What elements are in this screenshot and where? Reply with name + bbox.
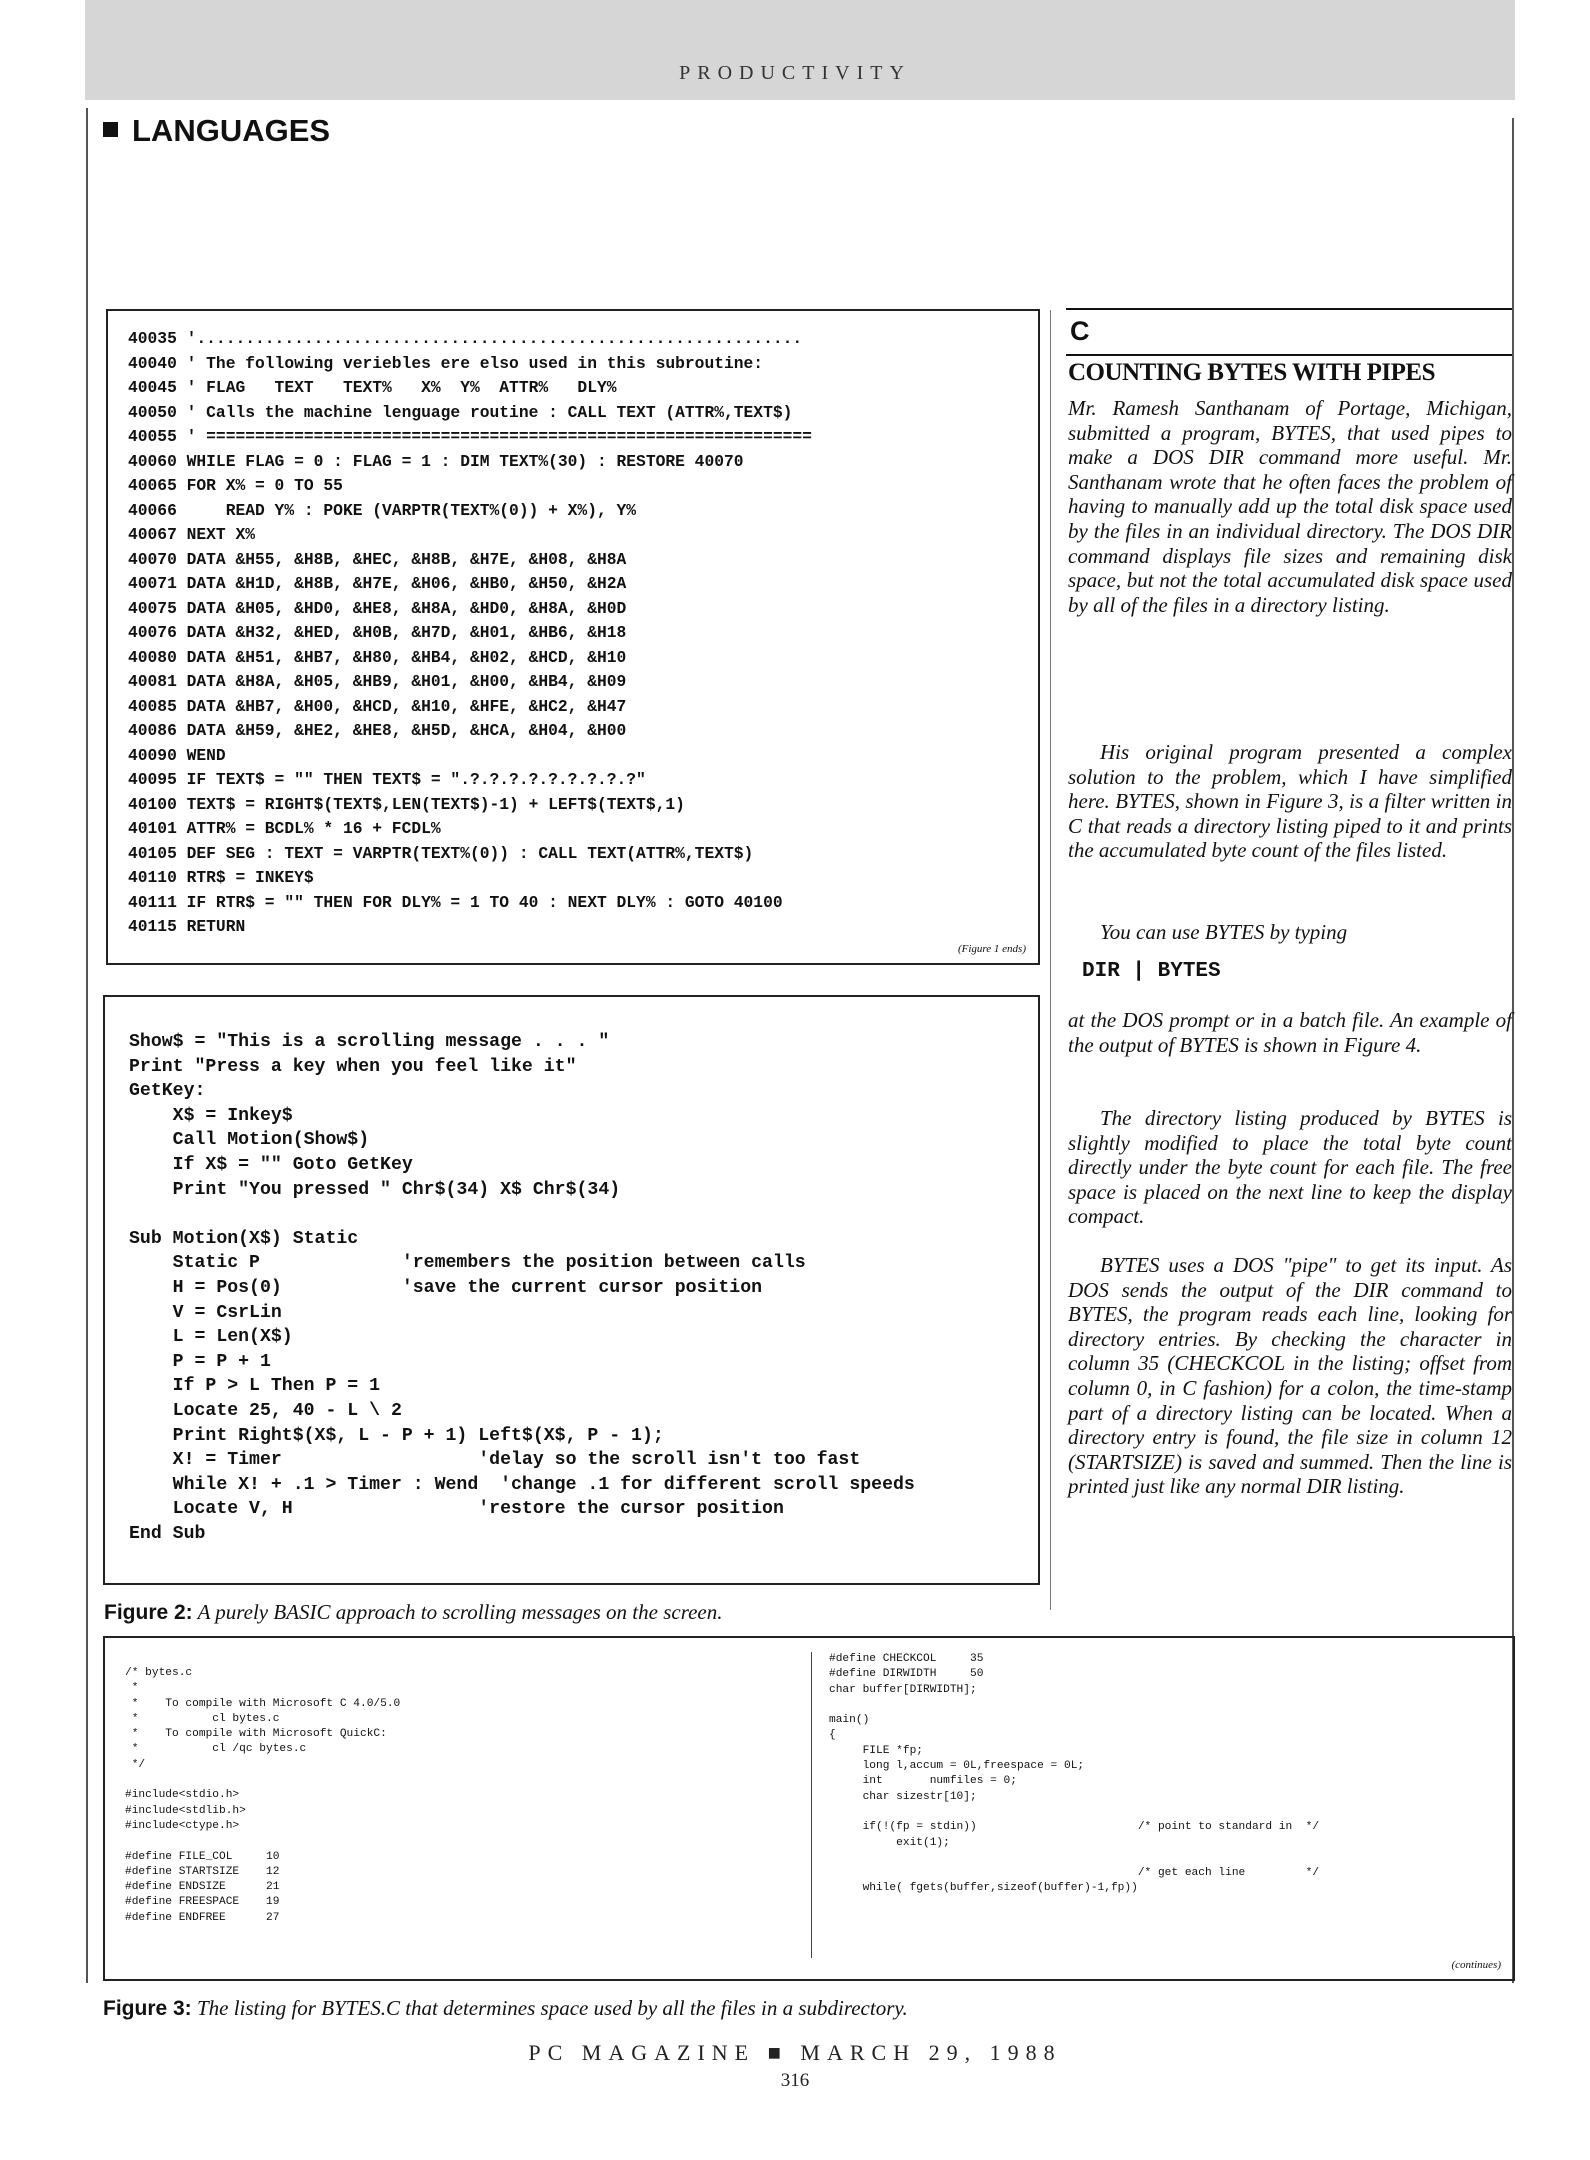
figure-2-box	[103, 995, 1040, 1585]
sidebar-title: COUNTING BYTES WITH PIPES	[1068, 359, 1435, 386]
category-heading	[103, 113, 330, 149]
figure-2-label: Figure 2:	[104, 1601, 193, 1624]
sidebar-title-rule	[1066, 354, 1512, 356]
sidebar-paragraph-6: BYTES uses a DOS "pipe" to get its input. As DOS sends the output of the DIR command to BYTES, the program reads each line, looking for directory entries. By checking the character in column 35 (CHECKCOL in the listing; offset from column 0, in C fashion) for a colon, the time-stamp part of a directory listing can be located. When a directory entry is found, the file size in column 12 (STARTSIZE) is saved and summed. Then the line is printed just like any normal DIR listing.	[1068, 1253, 1512, 1499]
sidebar-paragraph-4: at the DOS prompt or in a batch file. An example of the output of BYTES is shown in Figure 4.	[1068, 1008, 1512, 1057]
footer-magazine: PC MAGAZINE ■ MARCH 29, 1988	[528, 2040, 1062, 2065]
figure-3-caption-text: The listing for BYTES.C that determines space used by all the files in a subdirectory.	[196, 1996, 908, 2020]
figure-1-code: 40035 '.............................................................. 40040 ' The following veriebles ere elso used in this subroutine: 40045 ' FLAG TEXT TEXT% X% Y% ATTR% DLY% 40050 ' Calls the machine lenguage routine : CALL TEXT (ATTR%,TEXT$) 40055 ' ============================================================== 40060 WHILE FLAG = 0 : FLAG = 1 : DIM TEXT%(30) : RESTORE 40070 40065 FOR X% = 0 TO 55 40066 READ Y% : POKE (VARPTR(TEXT%(0)) + X%), Y% 40067 NEXT X% 40070 DATA &H55, &H8B, &HEC, &H8B, &H7E, &H08, &H8A 40071 DATA &H1D, &H8B, &H7E, &H06, &HB0, &H50, &H2A 40075 DATA &H05, &HD0, &HE8, &H8A, &HD0, &H8A, &H0D 40076 DATA &H32, &HED, &H0B, &H7D, &H01, &HB6, &H18 40080 DATA &H51, &HB7, &H80, &HB4, &H02, &HCD, &H10 40081 DATA &H8A, &H05, &HB9, &H01, &H00, &HB4, &H09 40085 DATA &HB7, &H00, &HCD, &H10, &HFE, &HC2, &H47 40086 DATA &H59, &HE2, &HE8, &H5D, &HCA, &H04, &H00 40090 WEND 40095 IF TEXT$ = "" THEN TEXT$ = ".?.?.?.?.?.?.?.?.?" 40100 TEXT$ = RIGHT$(TEXT$,LEN(TEXT$)-1) + LEFT$(TEXT$,1) 40101 ATTR% = BCDL% * 16 + FCDL% 40105 DEF SEG : TEXT = VARPTR(TEXT%(0)) : CALL TEXT(ATTR%,TEXT$) 40110 RTR$ = INKEY$ 40111 IF RTR$ = "" THEN FOR DLY% = 1 TO 40 : NEXT DLY% : GOTO 40100 40115 RETURN	[128, 329, 812, 936]
page-number: 316	[780, 2070, 810, 2091]
sidebar-paragraph-5: The directory listing produced by BYTES is slightly modified to place the total byte count directly under the byte count for each file. The free space is placed on the next line to keep the display compact.	[1068, 1106, 1512, 1229]
figure-2-caption-text: A purely BASIC approach to scrolling messages on the screen.	[197, 1600, 723, 1624]
sidebar-paragraph-3: You can use BYTES by typing	[1100, 920, 1348, 944]
figure-3-box	[103, 1636, 1515, 1981]
sidebar-top-rule	[1066, 308, 1512, 310]
figure-2-code: Show$ = "This is a scrolling message . . . " Print "Press a key when you feel like it" GetKey: X$ = Inkey$ Call Motion(Show$) If X$ = "" Goto GetKey Print "You pressed " Chr$(34) X$ Chr$(34) Sub Motion(X$) Static Static P 'remembers the position between calls H = Pos(0) 'save the current cursor position V = CsrLin L = Len(X$) P = P + 1 If P > L Then P = 1 Locate 25, 40 - L \ 2 Print Right$(X$, L - P + 1) Left$(X$, P - 1); X! = Timer 'delay so the scroll isn't too fast While X! + .1 > Timer : Wend 'change .1 for different scroll speeds Locate V, H 'restore the cursor position End Sub	[129, 1032, 915, 1544]
figure-2-caption	[104, 1600, 722, 1625]
figure-1-end-note: (Figure 1 ends)	[957, 943, 1026, 955]
column-divider	[1050, 310, 1051, 1610]
sidebar-paragraph-2: His original program presented a complex solution to the problem, which I have simplified here. BYTES, shown in Figure 3, is a filter written in C that reads a directory listing piped to it and prints the accumulated byte count of the files listed.	[1068, 740, 1512, 863]
figure-1-box	[106, 309, 1040, 965]
bullet-square-icon	[103, 122, 118, 137]
section-label: PRODUCTIVITY	[679, 62, 911, 84]
figure-3-cont-note: (continues)	[1451, 1959, 1501, 1971]
left-border-rule	[86, 108, 88, 1983]
figure-3-divider	[811, 1652, 812, 1958]
sidebar-command: DIR | BYTES	[1082, 960, 1221, 983]
sidebar-paragraph-1: Mr. Ramesh Santhanam of Portage, Michigan, submitted a program, BYTES, that used pipes to make a DOS DIR command more useful. Mr. Santhanam wrote that he often faces the problem of having to manually add up the total disk space used by the files in an individual directory. The DOS DIR command displays file sizes and remaining disk space, but not the total accumulated disk space used by all of the files in a directory listing.	[1068, 396, 1512, 617]
category-label: LANGUAGES	[132, 113, 331, 148]
figure-3-label: Figure 3:	[103, 1997, 192, 2020]
figure-3-left-code: /* bytes.c * * To compile with Microsoft C 4.0/5.0 * cl bytes.c * To compile with Microsoft QuickC: * cl /qc bytes.c */ #include<stdio.h> #include<stdlib.h> #include<ctype.h> #define FILE_COL 10 #define STARTSIZE 12 #define ENDSIZE 21 #define FREESPACE 19 #define ENDFREE 27	[125, 1667, 401, 1924]
figure-3-right-code: #define CHECKCOL 35 #define DIRWIDTH 50 char buffer[DIRWIDTH]; main() { FILE *fp; long l,accum = 0L,freespace = 0L; int numfiles = 0; char sizestr[10]; if(!(fp = stdin)) /* point to standard in */ exit(1); /* get each line */ while( fgets(buffer,sizeof(buffer)-1,fp))	[829, 1653, 1320, 1895]
figure-3-caption	[103, 1996, 908, 2021]
header-band	[85, 0, 1515, 100]
sidebar-letter: C	[1070, 316, 1090, 346]
